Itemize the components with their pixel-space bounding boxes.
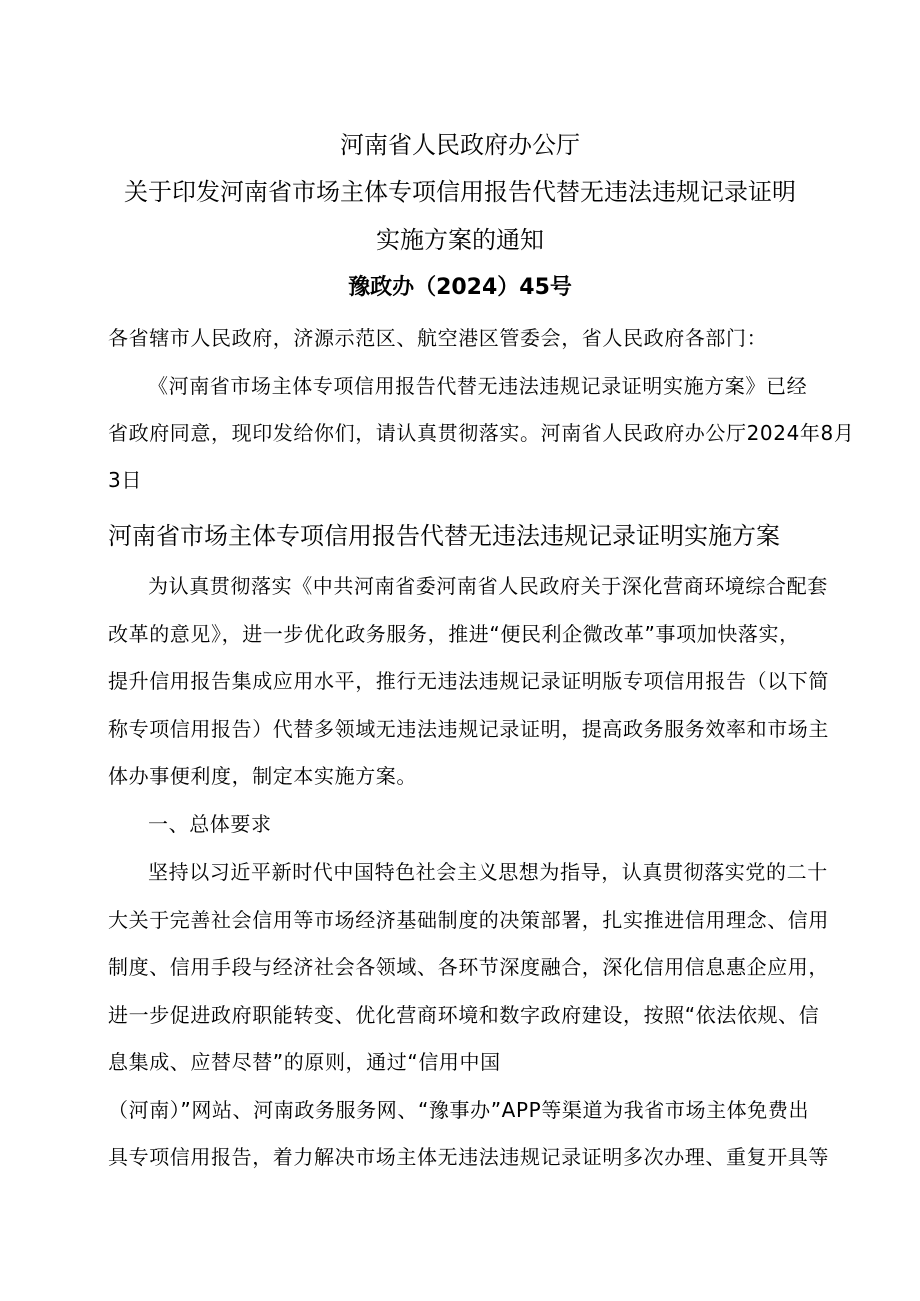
notice-body-line: 省政府同意，现印发给你们，请认真贯彻落实。河南省人民政府办公厅2024年8月	[108, 421, 855, 445]
notice-body-line: 3日	[108, 468, 142, 492]
plan-title: 河南省市场主体专项信用报告代替无违法违规记录证明实施方案	[108, 522, 780, 550]
section-body-line: 具专项信用报告，着力解决市场主体无违法违规记录证明多次办理、重复开具等	[108, 1145, 829, 1169]
notice-title-line-2: 实施方案的通知	[376, 226, 544, 254]
intro-paragraph-line: 体办事便利度，制定本实施方案。	[108, 764, 417, 788]
document-number: 豫政办（2024）45号	[348, 275, 572, 300]
section-body-line: 坚持以习近平新时代中国特色社会主义思想为指导，认真贯彻落实党的二十	[148, 860, 828, 884]
intro-paragraph-line: 改革的意见》，进一步优化政务服务，推进“便民利企微改革”事项加快落实，	[108, 622, 800, 646]
recipients-line: 各省辖市人民政府，济源示范区、航空港区管委会，省人民政府各部门：	[108, 326, 768, 350]
issuer-title: 河南省人民政府办公厅	[340, 131, 580, 159]
notice-body-line: 《河南省市场主体专项信用报告代替无违法违规记录证明实施方案》已经	[148, 374, 808, 398]
notice-title-line-1: 关于印发河南省市场主体专项信用报告代替无违法违规记录证明	[124, 178, 796, 206]
section-body-line: 进一步促进政府职能转变、优化营商环境和数字政府建设，按照“依法依规、信	[108, 1003, 820, 1027]
intro-paragraph-line: 为认真贯彻落实《中共河南省委河南省人民政府关于深化营商环境综合配套	[148, 574, 828, 598]
intro-paragraph-line: 提升信用报告集成应用水平，推行无违法违规记录证明版专项信用报告（以下简	[108, 669, 829, 693]
section-body-line: （河南）”网站、河南政务服务网、“豫事办”APP等渠道为我省市场主体免费出	[108, 1098, 810, 1122]
intro-paragraph-line: 称专项信用报告）代替多领域无违法违规记录证明，提高政务服务效率和市场主	[108, 717, 829, 741]
section-body-line: 息集成、应替尽替”的原则，通过“信用中国	[108, 1050, 501, 1074]
section-heading: 一、总体要求	[148, 812, 272, 836]
section-body-line: 制度、信用手段与经济社会各领域、各环节深度融合，深化信用信息惠企应用，	[108, 955, 829, 979]
section-body-line: 大关于完善社会信用等市场经济基础制度的决策部署，扎实推进信用理念、信用	[108, 908, 829, 932]
